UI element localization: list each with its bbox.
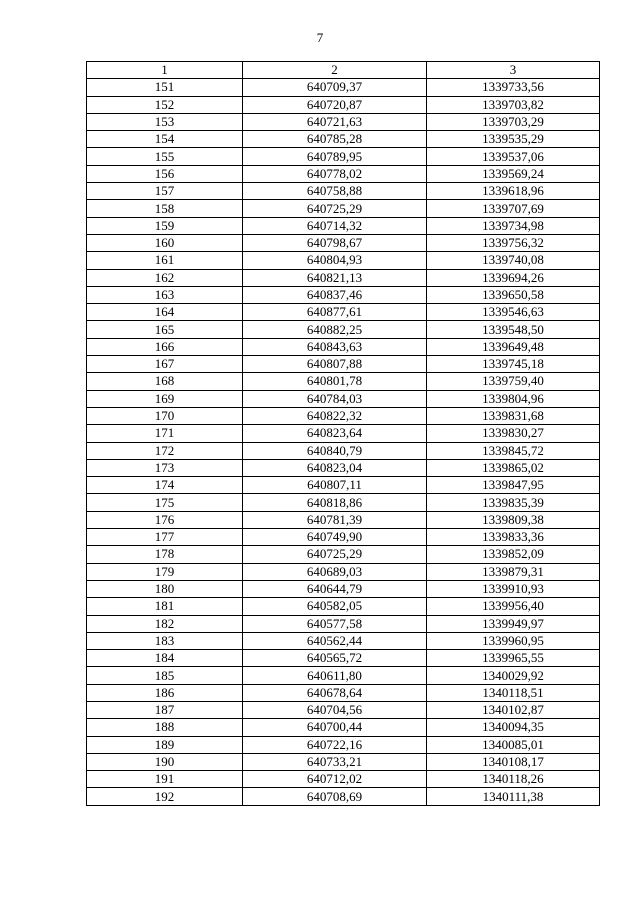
table-row bbox=[87, 494, 600, 511]
point-number-cell: 191 bbox=[87, 771, 243, 788]
point-number-cell: 158 bbox=[87, 200, 243, 217]
table-row bbox=[87, 425, 600, 442]
x-coordinate-cell: 640700,44 bbox=[243, 719, 427, 736]
point-number-cell: 163 bbox=[87, 286, 243, 303]
point-number-cell: 153 bbox=[87, 113, 243, 130]
y-coordinate-cell: 1339956,40 bbox=[427, 598, 600, 615]
x-coordinate-cell: 640725,29 bbox=[243, 200, 427, 217]
point-number-cell: 189 bbox=[87, 736, 243, 753]
x-coordinate-cell: 640801,78 bbox=[243, 373, 427, 390]
x-coordinate-cell: 640882,25 bbox=[243, 321, 427, 338]
y-coordinate-cell: 1339537,06 bbox=[427, 148, 600, 165]
y-coordinate-cell: 1339809,38 bbox=[427, 511, 600, 528]
table-row bbox=[87, 286, 600, 303]
y-coordinate-cell: 1339707,69 bbox=[427, 200, 600, 217]
y-coordinate-cell: 1340111,38 bbox=[427, 788, 600, 805]
x-coordinate-cell: 640611,80 bbox=[243, 667, 427, 684]
x-coordinate-cell: 640712,02 bbox=[243, 771, 427, 788]
table-row bbox=[87, 442, 600, 459]
y-coordinate-cell: 1340118,26 bbox=[427, 771, 600, 788]
point-number-cell: 166 bbox=[87, 338, 243, 355]
point-number-cell: 172 bbox=[87, 442, 243, 459]
point-number-cell: 192 bbox=[87, 788, 243, 805]
x-coordinate-cell: 640565,72 bbox=[243, 650, 427, 667]
y-coordinate-cell: 1339845,72 bbox=[427, 442, 600, 459]
y-coordinate-cell: 1339804,96 bbox=[427, 390, 600, 407]
point-number-cell: 167 bbox=[87, 356, 243, 373]
column-header-point: 1 bbox=[87, 62, 243, 79]
y-coordinate-cell: 1339910,93 bbox=[427, 580, 600, 597]
y-coordinate-cell: 1339618,96 bbox=[427, 183, 600, 200]
y-coordinate-cell: 1339833,36 bbox=[427, 529, 600, 546]
y-coordinate-cell: 1339965,55 bbox=[427, 650, 600, 667]
table-row bbox=[87, 753, 600, 770]
y-coordinate-cell: 1340029,92 bbox=[427, 667, 600, 684]
x-coordinate-cell: 640807,88 bbox=[243, 356, 427, 373]
table-body bbox=[87, 79, 600, 805]
point-number-cell: 168 bbox=[87, 373, 243, 390]
column-header-y: 3 bbox=[427, 62, 600, 79]
table-row bbox=[87, 788, 600, 805]
y-coordinate-cell: 1340102,87 bbox=[427, 701, 600, 718]
point-number-cell: 175 bbox=[87, 494, 243, 511]
x-coordinate-cell: 640822,32 bbox=[243, 407, 427, 424]
point-number-cell: 164 bbox=[87, 304, 243, 321]
table-row bbox=[87, 338, 600, 355]
table-row bbox=[87, 546, 600, 563]
y-coordinate-cell: 1339740,08 bbox=[427, 252, 600, 269]
point-number-cell: 151 bbox=[87, 79, 243, 96]
table-row bbox=[87, 650, 600, 667]
page-number: 7 bbox=[316, 30, 324, 45]
table-row bbox=[87, 234, 600, 251]
y-coordinate-cell: 1339569,24 bbox=[427, 165, 600, 182]
y-coordinate-cell: 1339949,97 bbox=[427, 615, 600, 632]
x-coordinate-cell: 640722,16 bbox=[243, 736, 427, 753]
point-number-cell: 188 bbox=[87, 719, 243, 736]
y-coordinate-cell: 1339847,95 bbox=[427, 477, 600, 494]
point-number-cell: 184 bbox=[87, 650, 243, 667]
x-coordinate-cell: 640823,04 bbox=[243, 459, 427, 476]
table-row bbox=[87, 459, 600, 476]
y-coordinate-cell: 1339852,09 bbox=[427, 546, 600, 563]
y-coordinate-cell: 1339650,58 bbox=[427, 286, 600, 303]
x-coordinate-cell: 640840,79 bbox=[243, 442, 427, 459]
point-number-cell: 174 bbox=[87, 477, 243, 494]
y-coordinate-cell: 1339649,48 bbox=[427, 338, 600, 355]
point-number-cell: 178 bbox=[87, 546, 243, 563]
point-number-cell: 169 bbox=[87, 390, 243, 407]
x-coordinate-cell: 640823,64 bbox=[243, 425, 427, 442]
x-coordinate-cell: 640733,21 bbox=[243, 753, 427, 770]
point-number-cell: 159 bbox=[87, 217, 243, 234]
table-row bbox=[87, 96, 600, 113]
y-coordinate-cell: 1339759,40 bbox=[427, 373, 600, 390]
x-coordinate-cell: 640785,28 bbox=[243, 131, 427, 148]
y-coordinate-cell: 1339960,95 bbox=[427, 632, 600, 649]
table-row bbox=[87, 356, 600, 373]
x-coordinate-cell: 640577,58 bbox=[243, 615, 427, 632]
table-row bbox=[87, 632, 600, 649]
y-coordinate-cell: 1340108,17 bbox=[427, 753, 600, 770]
y-coordinate-cell: 1340118,51 bbox=[427, 684, 600, 701]
y-coordinate-cell: 1339830,27 bbox=[427, 425, 600, 442]
table-row bbox=[87, 684, 600, 701]
y-coordinate-cell: 1340094,35 bbox=[427, 719, 600, 736]
point-number-cell: 181 bbox=[87, 598, 243, 615]
point-number-cell: 180 bbox=[87, 580, 243, 597]
point-number-cell: 162 bbox=[87, 269, 243, 286]
x-coordinate-cell: 640644,79 bbox=[243, 580, 427, 597]
table-row bbox=[87, 200, 600, 217]
x-coordinate-cell: 640689,03 bbox=[243, 563, 427, 580]
point-number-cell: 173 bbox=[87, 459, 243, 476]
table-row bbox=[87, 304, 600, 321]
point-number-cell: 183 bbox=[87, 632, 243, 649]
x-coordinate-cell: 640789,95 bbox=[243, 148, 427, 165]
table-row bbox=[87, 390, 600, 407]
x-coordinate-cell: 640704,56 bbox=[243, 701, 427, 718]
table-row bbox=[87, 563, 600, 580]
y-coordinate-cell: 1340085,01 bbox=[427, 736, 600, 753]
x-coordinate-cell: 640837,46 bbox=[243, 286, 427, 303]
point-number-cell: 186 bbox=[87, 684, 243, 701]
table-row bbox=[87, 183, 600, 200]
x-coordinate-cell: 640843,63 bbox=[243, 338, 427, 355]
point-number-cell: 156 bbox=[87, 165, 243, 182]
point-number-cell: 179 bbox=[87, 563, 243, 580]
x-coordinate-cell: 640708,69 bbox=[243, 788, 427, 805]
point-number-cell: 157 bbox=[87, 183, 243, 200]
point-number-cell: 160 bbox=[87, 234, 243, 251]
table-row bbox=[87, 148, 600, 165]
point-number-cell: 152 bbox=[87, 96, 243, 113]
point-number-cell: 185 bbox=[87, 667, 243, 684]
point-number-cell: 176 bbox=[87, 511, 243, 528]
table-row bbox=[87, 736, 600, 753]
point-number-cell: 170 bbox=[87, 407, 243, 424]
point-number-cell: 190 bbox=[87, 753, 243, 770]
column-header-x: 2 bbox=[243, 62, 427, 79]
point-number-cell: 161 bbox=[87, 252, 243, 269]
table-row bbox=[87, 217, 600, 234]
x-coordinate-cell: 640818,86 bbox=[243, 494, 427, 511]
point-number-cell: 165 bbox=[87, 321, 243, 338]
table-header-row bbox=[87, 62, 600, 79]
table-row bbox=[87, 373, 600, 390]
table-row bbox=[87, 113, 600, 130]
table-row bbox=[87, 529, 600, 546]
point-number-cell: 187 bbox=[87, 701, 243, 718]
table-row bbox=[87, 165, 600, 182]
x-coordinate-cell: 640709,37 bbox=[243, 79, 427, 96]
table-row bbox=[87, 719, 600, 736]
table-row bbox=[87, 269, 600, 286]
x-coordinate-cell: 640781,39 bbox=[243, 511, 427, 528]
x-coordinate-cell: 640562,44 bbox=[243, 632, 427, 649]
x-coordinate-cell: 640720,87 bbox=[243, 96, 427, 113]
point-number-cell: 182 bbox=[87, 615, 243, 632]
x-coordinate-cell: 640714,32 bbox=[243, 217, 427, 234]
table-row bbox=[87, 511, 600, 528]
point-number-cell: 154 bbox=[87, 131, 243, 148]
x-coordinate-cell: 640582,05 bbox=[243, 598, 427, 615]
table-row bbox=[87, 598, 600, 615]
x-coordinate-cell: 640778,02 bbox=[243, 165, 427, 182]
y-coordinate-cell: 1339756,32 bbox=[427, 234, 600, 251]
table-row bbox=[87, 321, 600, 338]
y-coordinate-cell: 1339546,63 bbox=[427, 304, 600, 321]
x-coordinate-cell: 640784,03 bbox=[243, 390, 427, 407]
y-coordinate-cell: 1339734,98 bbox=[427, 217, 600, 234]
table-row bbox=[87, 580, 600, 597]
y-coordinate-cell: 1339831,68 bbox=[427, 407, 600, 424]
x-coordinate-cell: 640807,11 bbox=[243, 477, 427, 494]
y-coordinate-cell: 1339835,39 bbox=[427, 494, 600, 511]
table-row bbox=[87, 79, 600, 96]
x-coordinate-cell: 640798,67 bbox=[243, 234, 427, 251]
point-number-cell: 171 bbox=[87, 425, 243, 442]
table-row bbox=[87, 131, 600, 148]
point-number-cell: 177 bbox=[87, 529, 243, 546]
table-row bbox=[87, 477, 600, 494]
x-coordinate-cell: 640877,61 bbox=[243, 304, 427, 321]
y-coordinate-cell: 1339703,29 bbox=[427, 113, 600, 130]
y-coordinate-cell: 1339865,02 bbox=[427, 459, 600, 476]
y-coordinate-cell: 1339703,82 bbox=[427, 96, 600, 113]
table-row bbox=[87, 701, 600, 718]
table-row bbox=[87, 407, 600, 424]
point-number-cell: 155 bbox=[87, 148, 243, 165]
coordinates-table bbox=[86, 61, 600, 806]
y-coordinate-cell: 1339745,18 bbox=[427, 356, 600, 373]
x-coordinate-cell: 640678,64 bbox=[243, 684, 427, 701]
x-coordinate-cell: 640758,88 bbox=[243, 183, 427, 200]
x-coordinate-cell: 640821,13 bbox=[243, 269, 427, 286]
table-row bbox=[87, 615, 600, 632]
y-coordinate-cell: 1339694,26 bbox=[427, 269, 600, 286]
y-coordinate-cell: 1339548,50 bbox=[427, 321, 600, 338]
y-coordinate-cell: 1339733,56 bbox=[427, 79, 600, 96]
table-row bbox=[87, 252, 600, 269]
y-coordinate-cell: 1339535,29 bbox=[427, 131, 600, 148]
x-coordinate-cell: 640721,63 bbox=[243, 113, 427, 130]
y-coordinate-cell: 1339879,31 bbox=[427, 563, 600, 580]
table-row bbox=[87, 771, 600, 788]
x-coordinate-cell: 640804,93 bbox=[243, 252, 427, 269]
x-coordinate-cell: 640749,90 bbox=[243, 529, 427, 546]
x-coordinate-cell: 640725,29 bbox=[243, 546, 427, 563]
table-row bbox=[87, 667, 600, 684]
